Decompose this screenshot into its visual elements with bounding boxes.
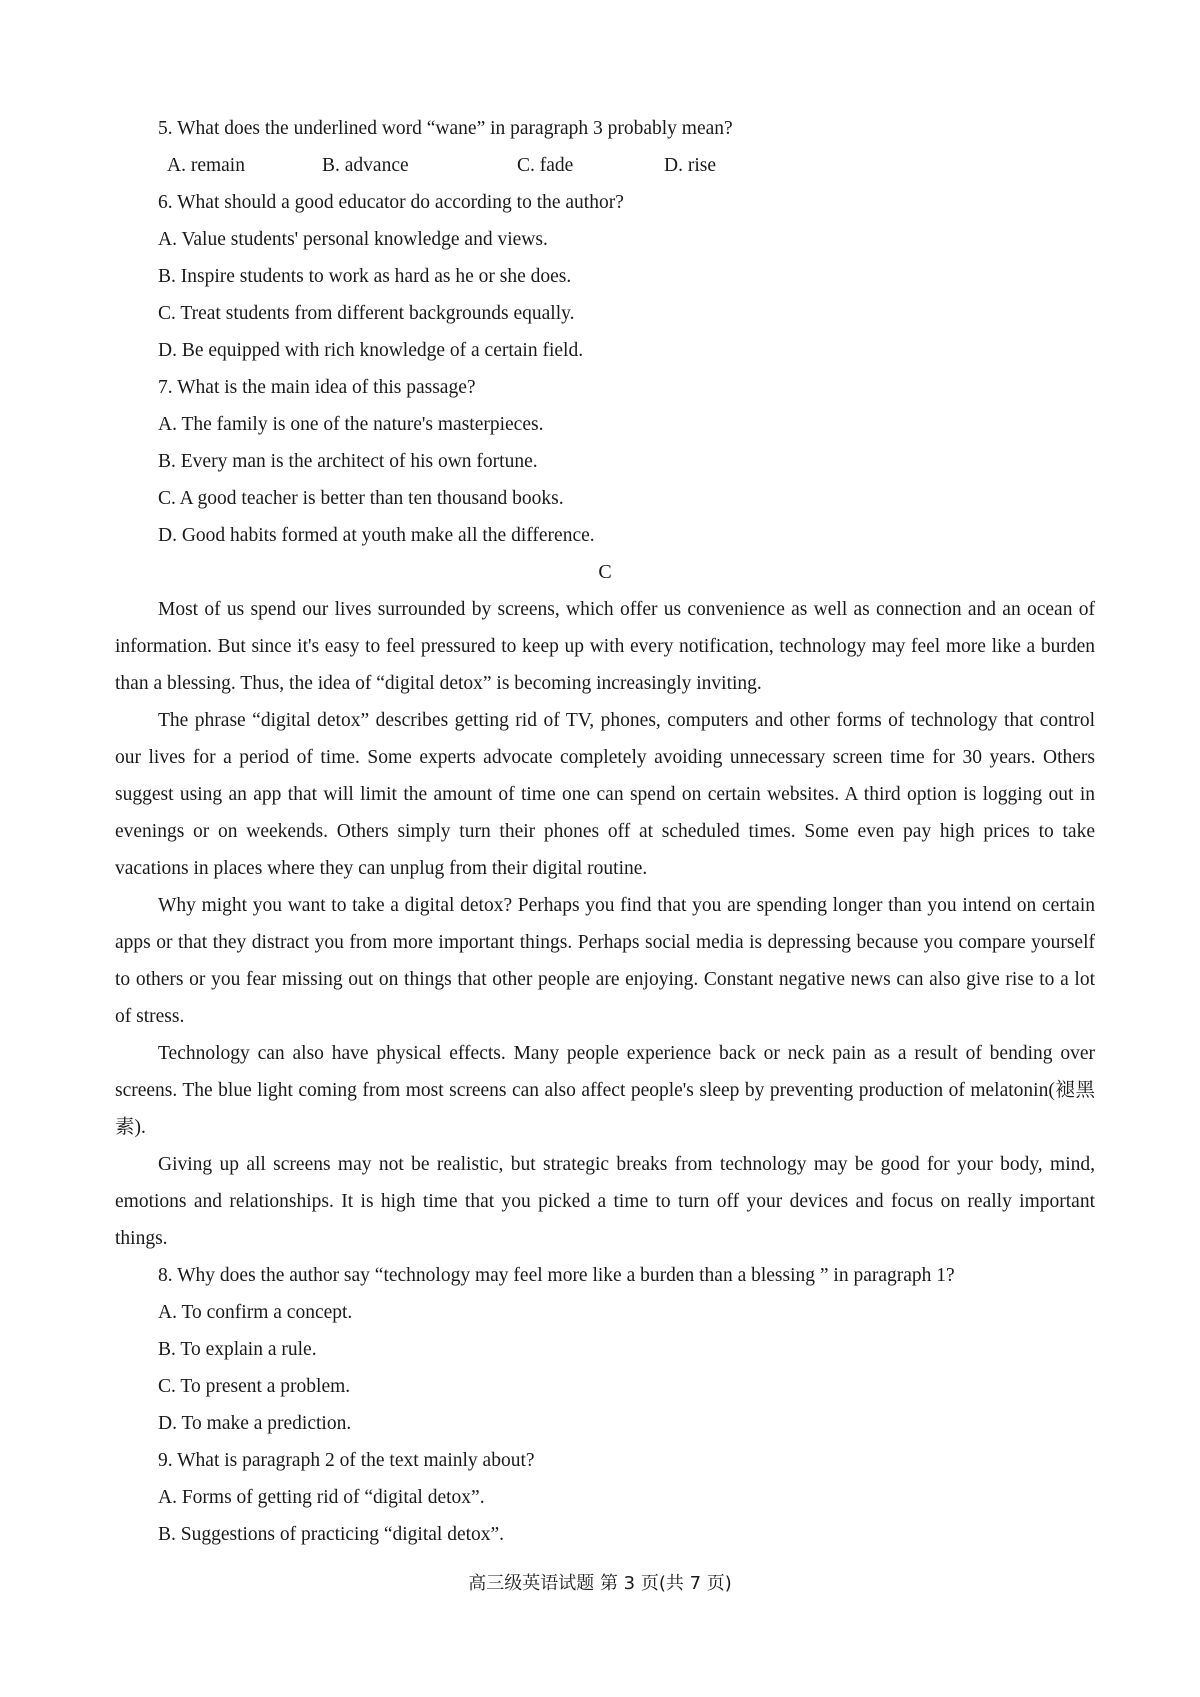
- question-8-option-c: C. To present a problem.: [158, 1376, 351, 1397]
- question-9-stem: 9. What is paragraph 2 of the text mainly about?: [158, 1450, 535, 1471]
- question-6-option-d: D. Be equipped with rich knowledge of a certain field.: [158, 340, 584, 361]
- question-7-stem: 7. What is the main idea of this passage?: [158, 377, 476, 398]
- passage-paragraph-1: Most of us spend our lives surrounded by screens, which offer us convenience as well as connection and an ocean of information. But since it's easy to feel pressured to keep up with every notification, technology may feel more like a burden than a blessing. Thus, the idea of “digital detox” is becoming increasingly inviting.: [115, 599, 1095, 694]
- page-content: [115, 110, 1095, 1553]
- option-b: B. advance: [322, 155, 409, 176]
- page-footer: 高三级英语试题 第 3 页(共 7 页): [468, 1573, 732, 1594]
- option-c: C. fade: [517, 155, 574, 176]
- question-7-option-b: B. Every man is the architect of his own fortune.: [158, 451, 538, 472]
- question-8-option-d: D. To make a prediction.: [158, 1413, 352, 1434]
- question-6-option-c: C. Treat students from different backgrounds equally.: [158, 303, 575, 324]
- passage-paragraph-2: The phrase “digital detox” describes getting rid of TV, phones, computers and other forms of technology that control our lives for a period of time. Some experts advocate completely avoiding unnecessary screen time for 30 years. Others suggest using an app that will limit the amount of time one can spend on certain websites. A third option is logging out in evenings or on weekends. Others simply turn their phones off at scheduled times. Some even pay high prices to take vacations in places where they can unplug from their digital routine.: [115, 710, 1095, 879]
- question-6-option-b: B. Inspire students to work as hard as he or she does.: [158, 266, 572, 287]
- passage-paragraph-4: Technology can also have physical effects. Many people experience back or neck pain as a result of bending over screens. The blue light coming from most screens can also affect people's sleep by preventing production of melatonin(褪黑素).: [115, 1043, 1095, 1138]
- question-5-options: [115, 147, 1095, 184]
- question-7-option-c: C. A good teacher is better than ten thousand books.: [158, 488, 564, 509]
- question-7-option-d: D. Good habits formed at youth make all the difference.: [158, 525, 595, 546]
- option-d: D. rise: [664, 155, 716, 176]
- passage-paragraph-3: Why might you want to take a digital detox? Perhaps you find that you are spending longer than you intend on certain apps or that they distract you from more important things. Perhaps social media is depressing because you compare yourself to others or you fear missing out on things that other people are enjoying. Constant negative news can also give rise to a lot of stress.: [115, 895, 1095, 1027]
- option-a: A. remain: [167, 155, 245, 176]
- section-c-heading: C: [598, 561, 612, 583]
- question-9-option-b: B. Suggestions of practicing “digital detox”.: [158, 1524, 505, 1545]
- question-8-stem: 8. Why does the author say “technology may feel more like a burden than a blessing ” in paragraph 1?: [158, 1265, 955, 1286]
- passage-paragraph-5: Giving up all screens may not be realistic, but strategic breaks from technology may be good for your body, mind, emotions and relationships. It is high time that you picked a time to turn off your devices and focus on really important things.: [115, 1154, 1095, 1249]
- question-8-option-b: B. To explain a rule.: [158, 1339, 317, 1360]
- question-8-option-a: A. To confirm a concept.: [158, 1302, 353, 1323]
- question-6-option-a: A. Value students' personal knowledge and views.: [158, 229, 548, 250]
- question-5-stem: 5. What does the underlined word “wane” in paragraph 3 probably mean?: [158, 118, 733, 139]
- question-6-stem: 6. What should a good educator do according to the author?: [158, 192, 624, 213]
- question-7-option-a: A. The family is one of the nature's masterpieces.: [158, 414, 544, 435]
- question-9-option-a: A. Forms of getting rid of “digital detox”.: [158, 1487, 485, 1508]
